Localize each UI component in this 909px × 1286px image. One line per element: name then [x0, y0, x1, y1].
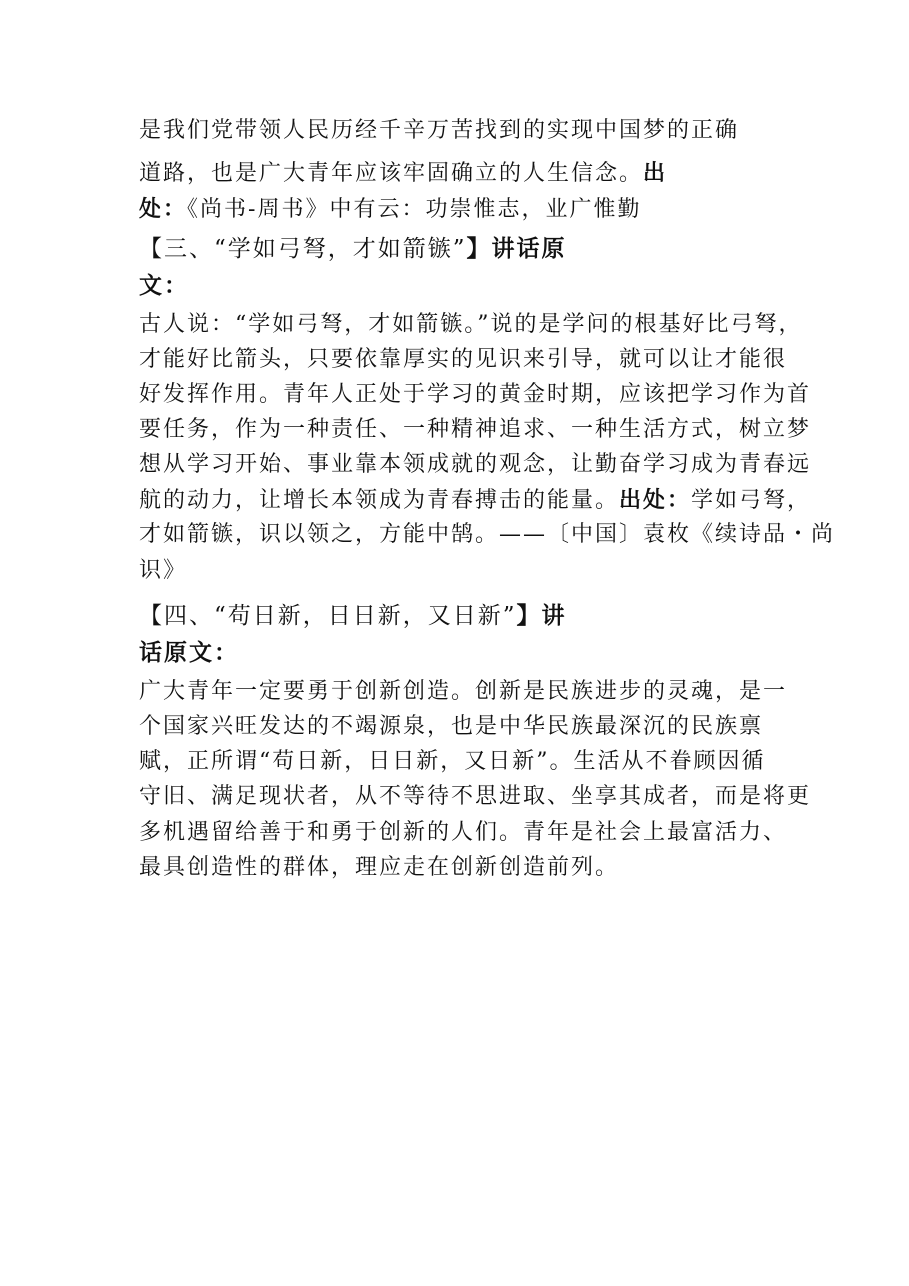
section-heading-cont: 文：: [139, 272, 189, 299]
paragraph-line: 好发挥作用。青年人正处于学习的黄金时期，应该把学习作为首: [139, 382, 812, 407]
section-heading: [139, 233, 789, 265]
paragraph-line: [139, 157, 789, 190]
source-text: 《尚书-周书》中有云：功崇惟志，业广惟勤: [187, 197, 642, 222]
heading-text: 【四、“苟日新，日日新，又日新”: [139, 603, 517, 629]
paragraph-line: 才如箭镞，识以领之，方能中鹄。——〔中国〕袁枚《续诗品・尚: [139, 522, 836, 547]
paragraph-line: 最具创造性的群体，理应走在创新创造前列。: [139, 855, 620, 880]
source-label: 处：: [139, 196, 188, 222]
section-heading: [139, 600, 789, 632]
heading-text: 【三、“学如弓弩，才如箭镞”: [139, 236, 467, 262]
source-label: 出: [643, 160, 668, 186]
paragraph-line: 才能好比箭头，只要依靠厚实的见识来引导，就可以让才能很: [139, 347, 788, 372]
paragraph-line: 赋，正所谓“苟日新，日日新，又日新”。生活从不眷顾因循: [139, 749, 766, 774]
heading-bold: 】讲: [516, 602, 567, 629]
paragraph-line: 广大青年一定要勇于创新创造。创新是民族进步的灵魂，是一: [139, 679, 788, 704]
paragraph-line: 古人说：“学如弓弩，才如箭镞。”说的是学问的根基好比弓弩，: [139, 312, 803, 337]
paragraph-text: 航的动力，让增长本领成为青春搏击的能量。: [139, 488, 620, 513]
paragraph-line: 想从学习开始、事业靠本领成就的观念，让勤奋学习成为青春远: [139, 452, 812, 477]
paragraph-line: [139, 484, 812, 517]
source-label: 出处：: [619, 487, 692, 513]
paragraph-line: 个国家兴旺发达的不竭源泉，也是中华民族最深沉的民族禀: [139, 714, 764, 739]
section-heading-cont: 话原文：: [139, 639, 239, 666]
paragraph-line: 守旧、满足现状者，从不等待不思进取、坐享其成者，而是将更: [139, 784, 812, 809]
paragraph-line: 要任务，作为一种责任、一种精神追求、一种生活方式，树立梦: [139, 417, 812, 442]
paragraph-text: 道路，也是广大青年应该牢固确立的人生信念。: [139, 161, 644, 186]
paragraph-line: 多机遇留给善于和勇于创新的人们。青年是社会上最富活力、: [139, 820, 788, 845]
source-text: 学如弓弩，: [691, 488, 812, 513]
paragraph-line: 识》: [139, 558, 188, 583]
heading-bold: 】讲话原: [466, 235, 567, 262]
paragraph-line: [139, 193, 789, 226]
paragraph-line: 是我们党带领人民历经千辛万苦找到的实现中国梦的正确: [139, 118, 740, 143]
